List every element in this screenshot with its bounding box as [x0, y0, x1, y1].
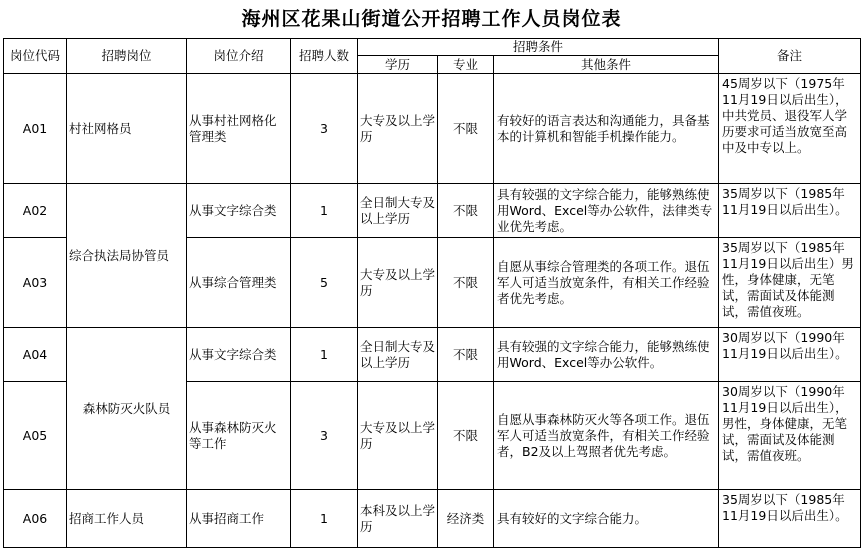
- note-cell: [719, 74, 861, 184]
- code-cell: A06: [4, 490, 67, 548]
- count-cell: 1: [291, 184, 358, 238]
- header-note: 备注: [719, 39, 861, 74]
- education-cell: 大专及以上学历: [358, 238, 438, 328]
- header-intro: 岗位介绍: [187, 39, 291, 74]
- header-position: 招聘岗位: [67, 39, 187, 74]
- intro-cell: 从事文字综合类: [187, 184, 291, 238]
- code-cell: A04: [4, 328, 67, 382]
- intro-cell: 从事综合管理类: [187, 238, 291, 328]
- position-cell: 招商工作人员: [67, 490, 187, 548]
- code-cell: A05: [4, 382, 67, 490]
- position-cell: 森林防灭火队员: [67, 328, 187, 490]
- other-cell: 具有较好的文字综合能力。: [494, 490, 719, 548]
- position-cell: 村社网格员: [67, 74, 187, 184]
- note-cell: [719, 184, 861, 238]
- other-cell: 自愿从事综合管理类的各项工作。退伍军人可适当放宽条件，有相关工作经验者优先考虑。: [494, 238, 719, 328]
- note-text: 35周岁以下（1985年11月19日以后出生）。: [722, 185, 848, 217]
- count-cell: 5: [291, 238, 358, 328]
- header-count: 招聘人数: [291, 39, 358, 74]
- note-cell: [719, 328, 861, 382]
- position-cell: 综合执法局协管员: [67, 184, 187, 328]
- education-cell: 全日制大专及以上学历: [358, 328, 438, 382]
- intro-cell: 从事森林防灭火等工作: [187, 382, 291, 490]
- other-cell: 具有较强的文字综合能力，能够熟练使用Word、Excel等办公软件，法律类专业优先考虑。: [494, 184, 719, 238]
- other-cell: 具有较强的文字综合能力，能够熟练使用Word、Excel等办公软件。: [494, 328, 719, 382]
- intro-cell: 从事村社网格化管理类: [187, 74, 291, 184]
- code-cell: A03: [4, 238, 67, 328]
- education-cell: 大专及以上学历: [358, 382, 438, 490]
- major-cell: 不限: [438, 74, 494, 184]
- major-cell: 不限: [438, 184, 494, 238]
- note-cell: [719, 490, 861, 548]
- count-cell: 3: [291, 74, 358, 184]
- note-text: 35周岁以下（1985年11月19日以后出生）。: [722, 491, 848, 523]
- note-text: 35周岁以下（1985年11月19日以后出生）男性，身体健康，无笔试，需面试及体能测试，需值夜班。: [722, 239, 854, 319]
- note-cell: [719, 238, 861, 328]
- page-title: 海州区花果山街道公开招聘工作人员岗位表: [241, 8, 622, 30]
- header-row: [4, 39, 861, 56]
- intro-cell: 从事招商工作: [187, 490, 291, 548]
- count-cell: 3: [291, 382, 358, 490]
- major-cell: 不限: [438, 382, 494, 490]
- code-cell: A02: [4, 184, 67, 238]
- code-cell: A01: [4, 74, 67, 184]
- note-text: 30周岁以下（1990年11月19日以后出生），男性，身体健康，无笔试，需面试及体能测试，需值夜班。: [722, 383, 848, 463]
- header-major: 专业: [438, 56, 494, 74]
- table-row: [4, 74, 861, 184]
- other-cell: 有较好的语言表达和沟通能力，具备基本的计算机和智能手机操作能力。: [494, 74, 719, 184]
- table-row: [4, 184, 861, 238]
- header-conditions: 招聘条件: [358, 39, 719, 56]
- table-row: [4, 328, 861, 382]
- positions-table: [3, 38, 861, 548]
- education-cell: 全日制大专及以上学历: [358, 184, 438, 238]
- education-cell: 本科及以上学历: [358, 490, 438, 548]
- major-cell: 不限: [438, 238, 494, 328]
- count-cell: 1: [291, 328, 358, 382]
- note-cell: [719, 382, 861, 490]
- education-cell: 大专及以上学历: [358, 74, 438, 184]
- note-text: 45周岁以下（1975年11月19日以后出生），中共党员、退役军人学历要求可适当放宽至高中及中专以上。: [722, 75, 848, 155]
- header-education: 学历: [358, 56, 438, 74]
- header-other: 其他条件: [494, 56, 719, 74]
- major-cell: 经济类: [438, 490, 494, 548]
- intro-cell: 从事文字综合类: [187, 328, 291, 382]
- other-cell: 自愿从事森林防灭火等各项工作。退伍军人可适当放宽条件，有相关工作经验者，B2及以上驾照者优先考虑。: [494, 382, 719, 490]
- table-row: [4, 490, 861, 548]
- count-cell: 1: [291, 490, 358, 548]
- note-text: 30周岁以下（1990年11月19日以后出生）。: [722, 329, 848, 361]
- major-cell: 不限: [438, 328, 494, 382]
- header-code: 岗位代码: [4, 39, 67, 74]
